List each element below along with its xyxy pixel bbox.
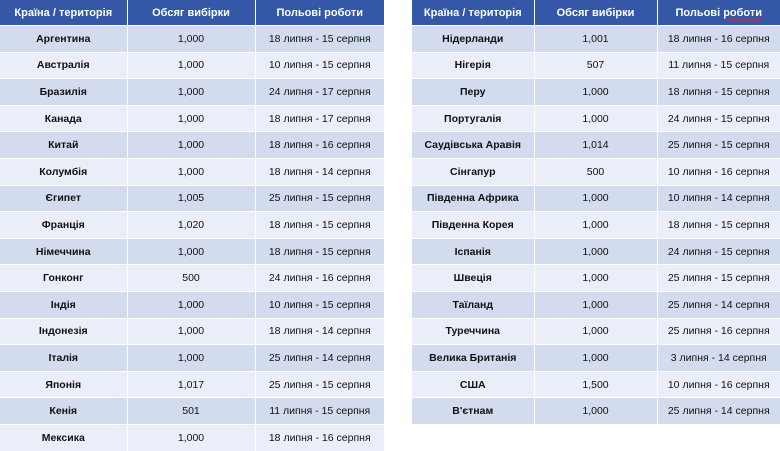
fieldwork-cell: 10 липня - 16 серпня	[657, 371, 780, 398]
country-cell: Австралія	[0, 52, 127, 79]
sample-size-cell: 1,000	[127, 52, 255, 79]
fieldwork-cell: 25 липня - 16 серпня	[657, 318, 780, 345]
table-row	[412, 79, 780, 106]
country-cell: Велика Британія	[412, 345, 534, 372]
table-row	[0, 132, 384, 159]
sample-size-cell: 1,017	[127, 371, 255, 398]
country-cell: Єгипет	[0, 185, 127, 212]
table-row	[412, 371, 780, 398]
country-cell: Південна Африка	[412, 185, 534, 212]
fieldwork-cell: 3 липня - 14 серпня	[657, 345, 780, 372]
country-cell: Нігерія	[412, 52, 534, 79]
fieldwork-cell: 25 липня - 15 серпня	[255, 185, 384, 212]
country-cell: Нідерланди	[412, 26, 534, 53]
table-row	[412, 345, 780, 372]
country-cell: Кенія	[0, 398, 127, 425]
sample-size-cell: 1,000	[127, 318, 255, 345]
table-row	[0, 185, 384, 212]
table-row	[412, 265, 780, 292]
fieldwork-cell: 25 липня - 14 серпня	[657, 398, 780, 424]
table-row	[412, 291, 780, 318]
fieldwork-cell: 24 липня - 15 серпня	[657, 238, 780, 265]
fieldwork-cell: 24 липня - 16 серпня	[255, 265, 384, 292]
left-survey-table	[0, 0, 384, 451]
fieldwork-cell: 25 липня - 15 серпня	[657, 265, 780, 292]
sample-size-cell: 1,000	[127, 345, 255, 372]
fieldwork-cell: 10 липня - 15 серпня	[255, 291, 384, 318]
fieldwork-cell: 10 липня - 14 серпня	[657, 185, 780, 212]
country-cell: Японія	[0, 371, 127, 398]
table-row	[412, 26, 780, 53]
table-row	[0, 158, 384, 185]
fieldwork-cell: 18 липня - 16 серпня	[255, 132, 384, 159]
sample-size-cell: 1,000	[127, 132, 255, 159]
sample-size-cell: 1,000	[534, 212, 657, 239]
country-cell: Індонезія	[0, 318, 127, 345]
country-cell: Іспанія	[412, 238, 534, 265]
country-cell: В'єтнам	[412, 398, 534, 424]
sample-size-cell: 1,000	[534, 105, 657, 132]
header-fieldwork-word1: Польові	[675, 6, 721, 19]
fieldwork-cell: 10 липня - 16 серпня	[657, 158, 780, 185]
table-row	[0, 398, 384, 425]
table-row	[412, 318, 780, 345]
fieldwork-cell: 10 липня - 15 серпня	[255, 52, 384, 79]
country-cell: Німеччина	[0, 238, 127, 265]
fieldwork-cell: 18 липня - 16 серпня	[657, 26, 780, 53]
country-cell: Таїланд	[412, 291, 534, 318]
table-row	[412, 158, 780, 185]
table-row	[0, 424, 384, 450]
table-row	[0, 265, 384, 292]
country-cell: Аргентина	[0, 26, 127, 53]
country-cell: Португалія	[412, 105, 534, 132]
fieldwork-cell: 24 липня - 15 серпня	[657, 105, 780, 132]
country-cell: Італія	[0, 345, 127, 372]
table-row	[0, 105, 384, 132]
table-row	[0, 318, 384, 345]
sample-size-cell: 1,000	[534, 238, 657, 265]
table-row	[0, 371, 384, 398]
country-cell: Швеція	[412, 265, 534, 292]
country-cell: Бразилія	[0, 79, 127, 106]
table-row	[412, 398, 780, 424]
country-cell: Франція	[0, 212, 127, 239]
sample-size-cell: 1,005	[127, 185, 255, 212]
sample-size-cell: 1,000	[127, 238, 255, 265]
country-cell: Південна Корея	[412, 212, 534, 239]
sample-size-cell: 501	[127, 398, 255, 425]
sample-size-cell: 1,020	[127, 212, 255, 239]
country-cell: США	[412, 371, 534, 398]
right-header-row	[412, 0, 780, 26]
fieldwork-cell: 25 липня - 14 серпня	[657, 291, 780, 318]
sample-size-cell: 507	[534, 52, 657, 79]
header-sample-size: Обсяг вибірки	[127, 0, 255, 26]
table-row	[0, 52, 384, 79]
sample-size-cell: 1,000	[534, 291, 657, 318]
country-cell: Гонконг	[0, 265, 127, 292]
sample-size-cell: 500	[127, 265, 255, 292]
header-country: Країна / територія	[0, 0, 127, 26]
country-cell: Перу	[412, 79, 534, 106]
header-fieldwork	[657, 0, 780, 26]
fieldwork-cell: 18 липня - 15 серпня	[657, 212, 780, 239]
fieldwork-cell: 18 липня - 16 серпня	[255, 424, 384, 450]
sample-size-cell: 1,000	[127, 79, 255, 106]
fieldwork-cell: 24 липня - 17 серпня	[255, 79, 384, 106]
sample-size-cell: 1,014	[534, 132, 657, 159]
country-cell: Китай	[0, 132, 127, 159]
sample-size-cell: 1,500	[534, 371, 657, 398]
table-row	[412, 185, 780, 212]
fieldwork-cell: 18 липня - 15 серпня	[657, 79, 780, 106]
header-country: Країна / територія	[412, 0, 534, 26]
sample-size-cell: 1,000	[127, 26, 255, 53]
sample-size-cell: 1,001	[534, 26, 657, 53]
fieldwork-cell: 18 липня - 15 серпня	[255, 238, 384, 265]
left-header-row	[0, 0, 384, 26]
country-cell: Індія	[0, 291, 127, 318]
fieldwork-cell: 18 липня - 15 серпня	[255, 212, 384, 239]
sample-size-cell: 1,000	[534, 318, 657, 345]
sample-size-cell: 1,000	[127, 158, 255, 185]
table-row	[412, 52, 780, 79]
fieldwork-cell: 18 липня - 15 серпня	[255, 26, 384, 53]
header-sample-size: Обсяг вибірки	[534, 0, 657, 26]
fieldwork-cell: 11 липня - 15 серпня	[255, 398, 384, 425]
fieldwork-cell: 25 липня - 15 серпня	[657, 132, 780, 159]
country-cell: Сінгапур	[412, 158, 534, 185]
sample-size-cell: 1,000	[534, 265, 657, 292]
table-row	[412, 212, 780, 239]
fieldwork-cell: 18 липня - 14 серпня	[255, 318, 384, 345]
fieldwork-cell: 11 липня - 15 серпня	[657, 52, 780, 79]
country-cell: Мексика	[0, 424, 127, 450]
fieldwork-cell: 25 липня - 15 серпня	[255, 371, 384, 398]
table-row	[412, 238, 780, 265]
sample-size-cell: 1,000	[127, 424, 255, 450]
header-fieldwork: Польові роботи	[255, 0, 384, 26]
country-cell: Колумбія	[0, 158, 127, 185]
table-row	[412, 132, 780, 159]
table-row	[0, 291, 384, 318]
country-cell: Туреччина	[412, 318, 534, 345]
table-row	[0, 26, 384, 53]
table-row	[0, 238, 384, 265]
country-cell: Канада	[0, 105, 127, 132]
right-survey-table	[412, 0, 780, 424]
table-row	[0, 345, 384, 372]
sample-size-cell: 1,000	[127, 105, 255, 132]
table-row	[412, 105, 780, 132]
sample-size-cell: 500	[534, 158, 657, 185]
fieldwork-cell: 18 липня - 17 серпня	[255, 105, 384, 132]
table-row	[0, 79, 384, 106]
header-fieldwork-word2: роботи	[723, 6, 763, 19]
sample-size-cell: 1,000	[534, 79, 657, 106]
fieldwork-cell: 18 липня - 14 серпня	[255, 158, 384, 185]
fieldwork-cell: 25 липня - 14 серпня	[255, 345, 384, 372]
sample-size-cell: 1,000	[127, 291, 255, 318]
table-row	[0, 212, 384, 239]
country-cell: Саудівська Аравія	[412, 132, 534, 159]
sample-size-cell: 1,000	[534, 185, 657, 212]
sample-size-cell: 1,000	[534, 398, 657, 424]
sample-size-cell: 1,000	[534, 345, 657, 372]
